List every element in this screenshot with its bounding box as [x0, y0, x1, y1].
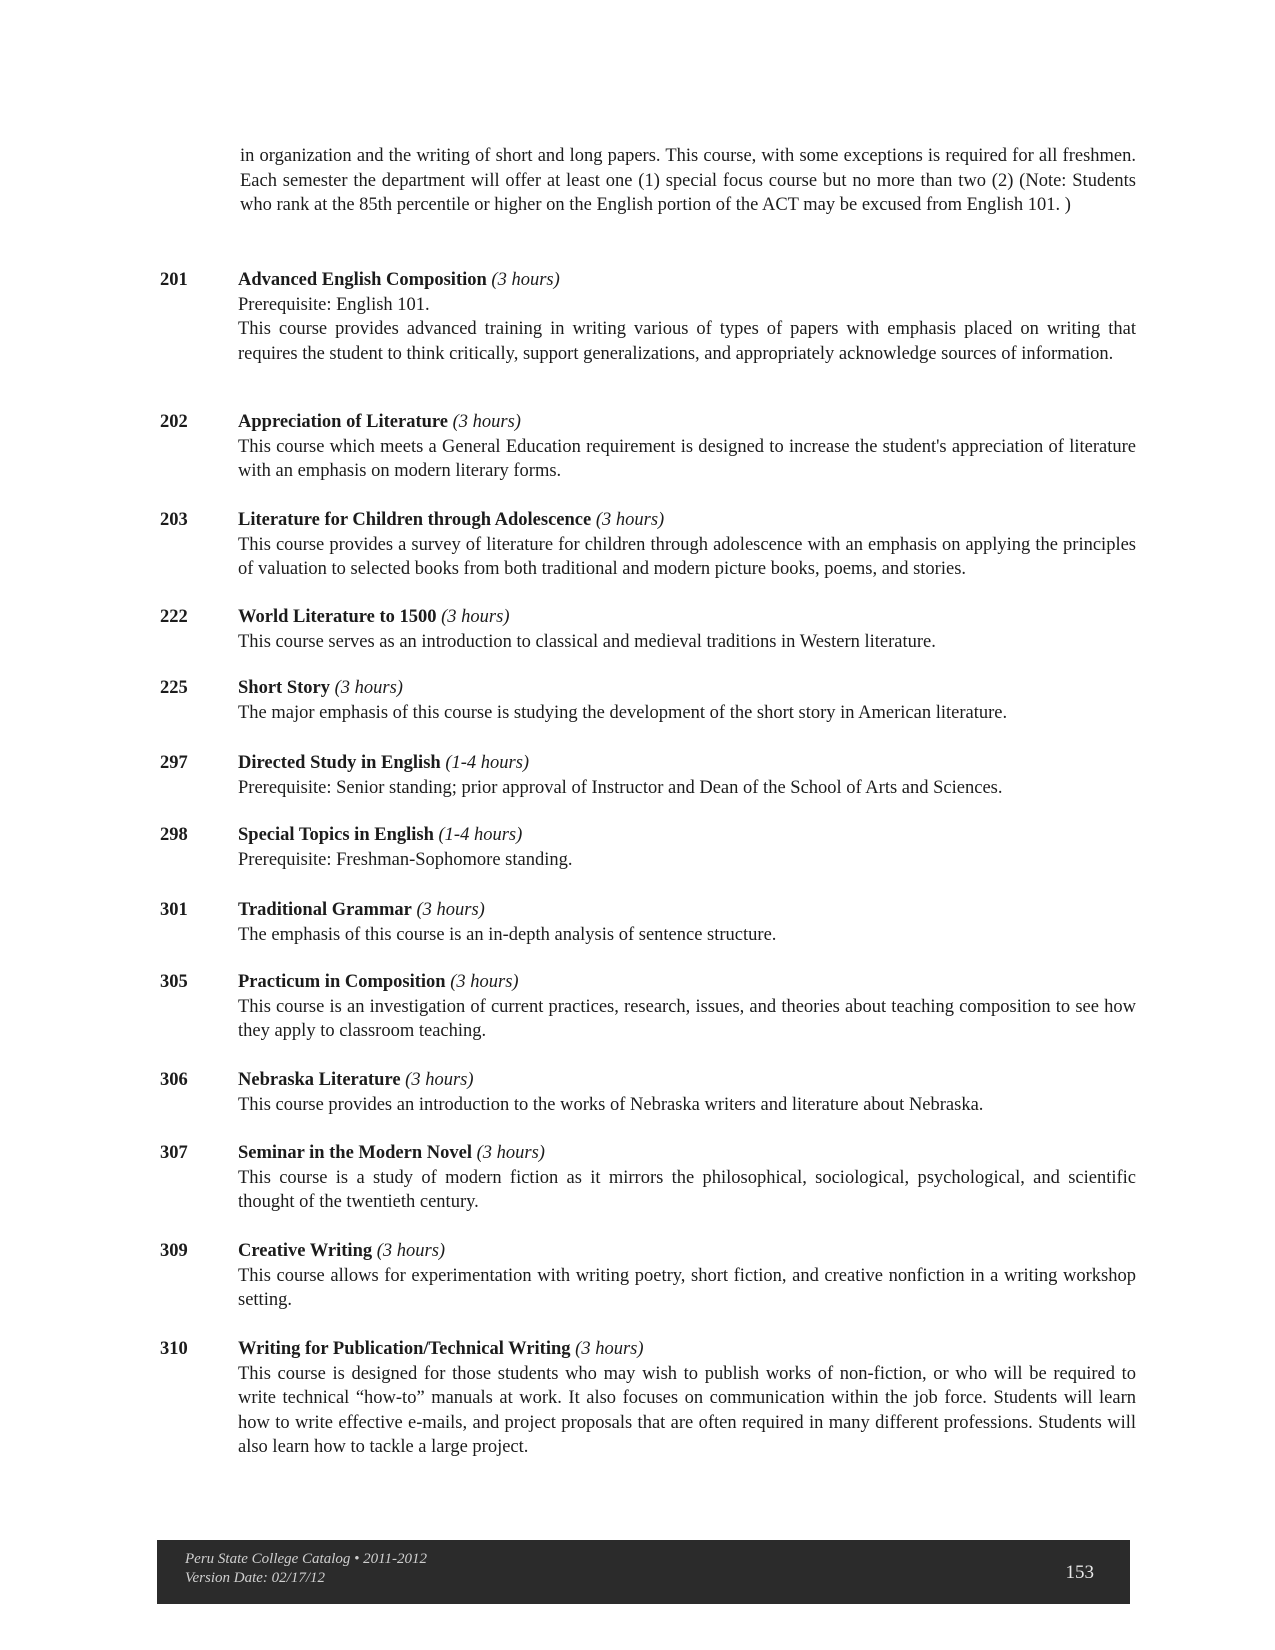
course-description: This course which meets a General Education requirement is designed to increase the student's appreciation of literature with an emphasis on modern literary forms.	[238, 436, 1136, 481]
course-hours: (1-4 hours)	[445, 753, 530, 773]
course-heading	[238, 676, 1136, 701]
course-heading	[238, 410, 1136, 435]
course-title: Seminar in the Modern Novel	[238, 1143, 472, 1163]
course-description: This course provides an introduction to the works of Nebraska writers and literature about Nebraska.	[238, 1094, 984, 1115]
course-heading	[238, 970, 1136, 995]
course-heading	[238, 898, 1136, 923]
course-heading	[238, 508, 1136, 533]
course-heading	[238, 605, 1136, 630]
course-body	[238, 1337, 1136, 1460]
course-number: 309	[160, 1241, 188, 1261]
course-body	[238, 268, 1136, 366]
course-description: This course provides advanced training in writing various of types of papers with emphasis placed on writing that requires the student to think critically, support generalizations, and appropriately acknowledge sources of information.	[238, 319, 1136, 364]
footer-catalog-info	[185, 1550, 427, 1588]
course-title: Short Story	[238, 678, 330, 698]
course-heading	[238, 268, 1136, 293]
course-number: 307	[160, 1143, 188, 1163]
course-title: Practicum in Composition	[238, 972, 446, 992]
course-description: This course provides a survey of literature for children through adolescence with an emphasis on applying the principles of valuation to selected books from both traditional and modern picture books, poems, and stories.	[238, 534, 1136, 579]
course-hours: (3 hours)	[334, 678, 403, 698]
course-description: This course serves as an introduction to classical and medieval traditions in Western literature.	[238, 631, 936, 652]
course-hours: (3 hours)	[376, 1241, 446, 1261]
course-title: Advanced English Composition	[238, 270, 487, 290]
page-number: 153	[1065, 1562, 1094, 1583]
course-body	[238, 410, 1136, 484]
course-title: Directed Study in English	[238, 753, 441, 773]
course-title: Literature for Children through Adolescence	[238, 510, 592, 530]
course-body	[238, 676, 1136, 725]
course-hours: (3 hours)	[405, 1070, 474, 1090]
course-number: 301	[160, 900, 188, 920]
course-body	[238, 751, 1136, 800]
course-description: This course allows for experimentation with writing poetry, short fiction, and creative nonfiction in a writing workshop setting.	[238, 1265, 1136, 1310]
course-title: Traditional Grammar	[238, 900, 412, 920]
course-hours: (3 hours)	[575, 1339, 644, 1359]
course-heading	[238, 1337, 1136, 1362]
course-body	[238, 1068, 1136, 1117]
course-hours: (3 hours)	[491, 270, 560, 290]
course-number: 305	[160, 972, 188, 992]
course-title: Writing for Publication/Technical Writing	[238, 1339, 571, 1359]
course-body	[238, 1141, 1136, 1215]
course-description: Prerequisite: Senior standing; prior approval of Instructor and Dean of the School of Arts and Sciences.	[238, 777, 1003, 798]
course-body	[238, 508, 1136, 582]
page-footer	[157, 1540, 1130, 1604]
footer-version-date: Version Date: 02/17/12	[185, 1570, 325, 1586]
course-number: 310	[160, 1339, 188, 1359]
course-hours: (3 hours)	[441, 607, 510, 627]
course-title: Creative Writing	[238, 1241, 373, 1261]
course-description: This course is an investigation of current practices, research, issues, and theories about teaching composition to see how they apply to classroom teaching.	[238, 996, 1136, 1041]
course-hours: (1-4 hours)	[438, 825, 523, 845]
course-heading	[238, 1141, 1136, 1166]
course-title: Special Topics in English	[238, 825, 434, 845]
course-heading	[238, 1239, 1136, 1264]
course-hours: (3 hours)	[416, 900, 485, 920]
course-prerequisite: Prerequisite: English 101.	[238, 294, 430, 315]
course-body	[238, 898, 1136, 947]
course-title: World Literature to 1500	[238, 607, 437, 627]
course-number: 297	[160, 753, 188, 773]
course-hours: (3 hours)	[450, 972, 519, 992]
course-heading	[238, 751, 1136, 776]
course-body	[238, 605, 1136, 654]
footer-catalog-title: Peru State College Catalog • 2011-2012	[185, 1551, 428, 1567]
course-body	[238, 823, 1136, 872]
course-hours: (3 hours)	[476, 1143, 545, 1163]
course-body	[238, 970, 1136, 1044]
course-number: 222	[160, 607, 188, 627]
course-heading	[238, 823, 1136, 848]
course-number: 225	[160, 678, 188, 698]
course-number: 306	[160, 1070, 188, 1090]
course-description: Prerequisite: Freshman-Sophomore standing.	[238, 849, 573, 870]
course-title: Nebraska Literature	[238, 1070, 401, 1090]
course-description: This course is a study of modern fiction as it mirrors the philosophical, sociological, psychological, and scientific thought of the twentieth century.	[238, 1167, 1136, 1212]
course-description: The emphasis of this course is an in-depth analysis of sentence structure.	[238, 924, 777, 945]
intro-paragraph: in organization and the writing of short and long papers. This course, with some exceptions is required for all freshmen. Each semester the department will offer at least one (1) special focus course but no more than two (2) (Note: Students who rank at the 85th percentile or higher on the English portion of the ACT may be excused from English 101. )	[240, 146, 1136, 215]
course-heading	[238, 1068, 1136, 1093]
course-number: 298	[160, 825, 188, 845]
course-hours: (3 hours)	[452, 412, 521, 432]
course-number: 203	[160, 510, 188, 530]
course-title: Appreciation of Literature	[238, 412, 448, 432]
course-description: The major emphasis of this course is studying the development of the short story in American literature.	[238, 702, 1008, 723]
course-body	[238, 1239, 1136, 1313]
course-number: 202	[160, 412, 188, 432]
course-hours: (3 hours)	[595, 510, 665, 530]
course-description: This course is designed for those students who may wish to publish works of non-fiction, or who will be required to write technical “how-to” manuals at work. It also focuses on communication within the job force. Students will learn how to write effective e-mails, and project proposals that are often required in many different professions. Students will also learn how to tackle a large project.	[238, 1363, 1136, 1457]
course-number: 201	[160, 270, 188, 290]
